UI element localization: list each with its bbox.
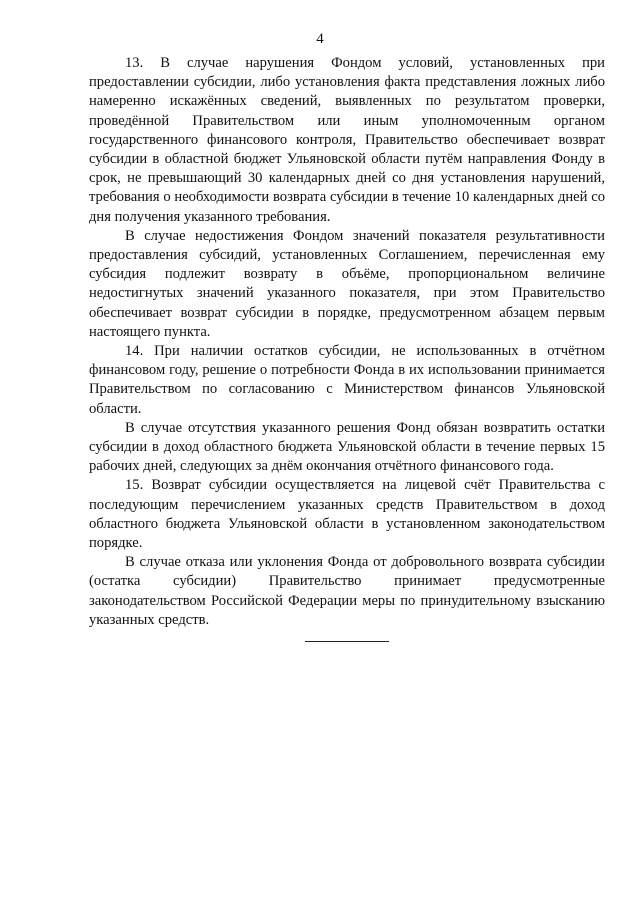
paragraph-13-violation: 13. В случае нарушения Фондом условий, установленных при предоставлении субсидии, либо установления факта представления ложных либо намеренно искажённых сведений, выявленных по результатом проверки, проведённой Правительством или иным уполномоченным органом государственного финансового контроля, Правительство обеспечивает возврат субсидии в областной бюджет Ульяновской области путём направления Фонду в срок, не превышающий 30 календарных дней со дня установления нарушений, требования о необходимости возврата субсидии в течение 10 календарных дней со дня получения указанного требования. bbox=[89, 55, 605, 225]
page-number: 4 bbox=[316, 31, 324, 47]
end-separator-line bbox=[305, 641, 389, 642]
document-body bbox=[89, 54, 605, 630]
paragraph-15-return-account: 15. Возврат субсидии осуществляется на лицевой счёт Правительства с последующим перечислением указанных средств Правительством в доход областного бюджета Ульяновской области в установленном законодательством порядке. bbox=[89, 477, 605, 552]
paragraph-13-underachievement: В случае недостижения Фондом значений показателя результативности предоставления субсидий, установленных Соглашением, перечисленная ему субсидия подлежит возврату в объёме, пропорциональном величине недостигнутых значений указанного показателя, при этом Правительство обеспечивает возврат субсидии в порядке, предусмотренном абзацем первым настоящего пункта. bbox=[89, 227, 605, 340]
paragraph-14-return-remainders: В случае отсутствия указанного решения Фонд обязан возвратить остатки субсидии в доход областного бюджета Ульяновской области в течение первых 15 рабочих дней, следующих за днём окончания отчётного финансового года. bbox=[89, 419, 605, 475]
paragraph-14-remainders: 14. При наличии остатков субсидии, не использованных в отчётном финансовом году, решение о потребности Фонда в их использовании принимается Правительством по согласованию с Министерством финансов Ульяновской области. bbox=[89, 343, 605, 417]
paragraph-15-refusal: В случае отказа или уклонения Фонда от добровольного возврата субсидии (остатка субсидии) Правительство принимает предусмотренные законодательством Российской Федерации меры по принудительному взысканию указанных средств. bbox=[89, 554, 605, 628]
